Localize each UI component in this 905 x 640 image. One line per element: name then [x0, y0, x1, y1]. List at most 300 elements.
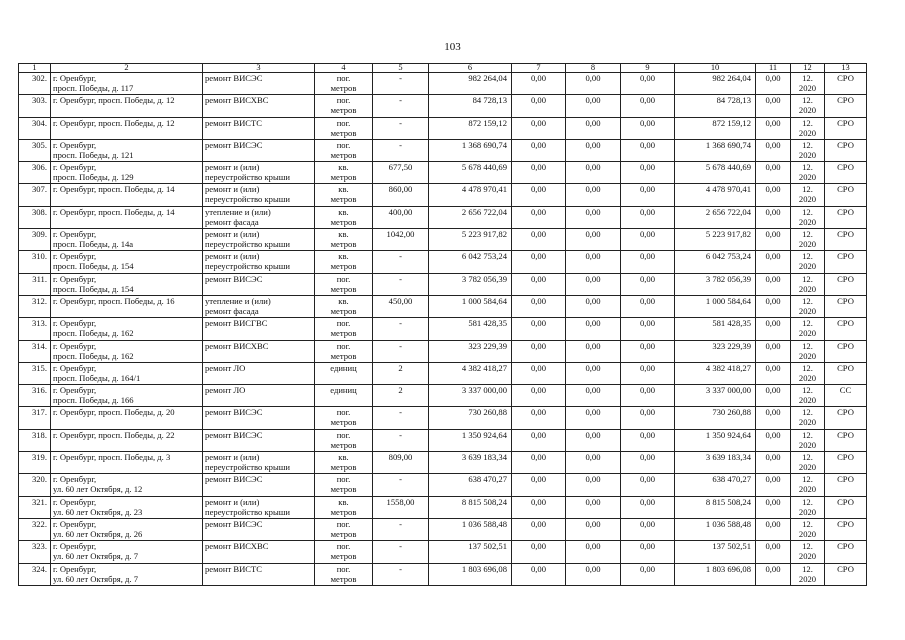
- unit-cell: [315, 541, 373, 563]
- funding-cell: 0,00: [566, 139, 621, 161]
- table-row: [19, 541, 867, 563]
- deadline-cell: [791, 563, 825, 585]
- volume-cell: 400,00: [373, 206, 429, 228]
- total-cost-cell: 982 264,04: [429, 73, 512, 95]
- fund-cost-cell: 730 260,88: [675, 407, 756, 429]
- address-cell-line: г. Оренбург,: [53, 229, 97, 240]
- volume-cell: -: [373, 251, 429, 273]
- column-number-header: 2: [51, 64, 203, 73]
- work-type-cell-line: переустройство крыши: [205, 194, 290, 205]
- unit-cell: [315, 518, 373, 540]
- table-row: [19, 563, 867, 585]
- fund-way-cell: СРО: [825, 229, 867, 251]
- deadline-cell-line: 12.: [802, 362, 813, 373]
- funding-cell: 0,00: [621, 229, 675, 251]
- address-cell-line: ул. 60 лет Октября, д. 7: [53, 573, 139, 584]
- unit-cell: [315, 362, 373, 384]
- deadline-cell-line: 12.: [802, 518, 813, 529]
- column-number-header: 12: [791, 64, 825, 73]
- funding-cell: 0,00: [566, 162, 621, 184]
- total-cost-cell: 2 656 722,04: [429, 206, 512, 228]
- deadline-cell: [791, 429, 825, 451]
- work-type-cell: [203, 229, 315, 251]
- funding-cell: 0,00: [512, 139, 566, 161]
- deadline-cell-line: 2020: [798, 417, 817, 428]
- unit-cell-line: метров: [330, 439, 357, 450]
- funding-cell: 0,00: [621, 429, 675, 451]
- column-number-header: 4: [315, 64, 373, 73]
- volume-cell: -: [373, 474, 429, 496]
- funding-cell: 0,00: [566, 362, 621, 384]
- address-cell-line: г. Оренбург,: [53, 340, 97, 351]
- fund-way-cell: СРО: [825, 95, 867, 117]
- total-cost-cell: 3 782 056,39: [429, 273, 512, 295]
- address-cell-line: г. Оренбург,: [53, 563, 97, 574]
- deadline-cell-line: 2020: [798, 149, 817, 160]
- total-cost-cell: 730 260,88: [429, 407, 512, 429]
- funding-cell: 0,00: [566, 518, 621, 540]
- funding-cell: 0,00: [756, 251, 791, 273]
- funding-cell: 0,00: [756, 184, 791, 206]
- unit-cell-line: метров: [330, 216, 357, 227]
- funding-cell: 0,00: [512, 385, 566, 407]
- deadline-cell: [791, 518, 825, 540]
- funding-cell: 0,00: [756, 452, 791, 474]
- address-cell: [51, 184, 203, 206]
- deadline-cell: [791, 139, 825, 161]
- unit-cell-line: метров: [330, 149, 357, 160]
- address-cell: [51, 251, 203, 273]
- volume-cell: 809,00: [373, 452, 429, 474]
- work-type-cell: [203, 541, 315, 563]
- column-number-header: 3: [203, 64, 315, 73]
- work-type-cell-line: ремонт ВИСЭС: [205, 429, 263, 440]
- volume-cell: -: [373, 429, 429, 451]
- unit-cell-line: метров: [330, 194, 357, 205]
- work-type-cell: [203, 496, 315, 518]
- deadline-cell-line: 2020: [798, 194, 817, 205]
- row-number: 324.: [19, 563, 51, 585]
- unit-cell-line: метров: [330, 551, 357, 562]
- unit-cell-line: пог.: [336, 541, 351, 552]
- address-cell: [51, 318, 203, 340]
- unit-cell-line: метров: [330, 350, 357, 361]
- deadline-cell-line: 12.: [802, 95, 813, 106]
- funding-cell: 0,00: [621, 407, 675, 429]
- unit-cell: [315, 162, 373, 184]
- deadline-cell-line: 2020: [798, 83, 817, 93]
- address-cell-line: просп. Победы, д. 164/1: [53, 372, 141, 383]
- volume-cell: -: [373, 563, 429, 585]
- deadline-cell-line: 12.: [802, 474, 813, 485]
- fund-way-cell: СРО: [825, 541, 867, 563]
- deadline-cell-line: 12.: [802, 162, 813, 173]
- fund-way-cell: СРО: [825, 251, 867, 273]
- work-type-cell: [203, 318, 315, 340]
- work-type-cell: [203, 73, 315, 95]
- volume-cell: 1558,00: [373, 496, 429, 518]
- total-cost-cell: 4 382 418,27: [429, 362, 512, 384]
- total-cost-cell: 1 350 924,64: [429, 429, 512, 451]
- deadline-cell-line: 12.: [802, 73, 813, 83]
- column-number-header: 13: [825, 64, 867, 73]
- work-type-cell: [203, 251, 315, 273]
- fund-way-cell: СРО: [825, 139, 867, 161]
- unit-cell: [315, 229, 373, 251]
- funding-cell: 0,00: [512, 496, 566, 518]
- funding-cell: 0,00: [512, 295, 566, 317]
- page-number: 103: [444, 41, 461, 53]
- row-number: 317.: [19, 407, 51, 429]
- volume-cell: -: [373, 340, 429, 362]
- table-row: [19, 407, 867, 429]
- fund-cost-cell: 323 229,39: [675, 340, 756, 362]
- deadline-cell-line: 2020: [798, 506, 817, 517]
- funding-cell: 0,00: [621, 340, 675, 362]
- fund-way-cell: СРО: [825, 429, 867, 451]
- volume-cell: 677,50: [373, 162, 429, 184]
- work-type-cell-line: переустройство крыши: [205, 506, 290, 517]
- deadline-cell: [791, 474, 825, 496]
- unit-cell-line: кв.: [338, 206, 349, 217]
- column-number-header: 7: [512, 64, 566, 73]
- address-cell-line: г. Оренбург, просп. Победы, д. 14: [53, 184, 175, 195]
- funding-cell: 0,00: [621, 162, 675, 184]
- funding-cell: 0,00: [756, 117, 791, 139]
- fund-cost-cell: 872 159,12: [675, 117, 756, 139]
- deadline-cell-line: 2020: [798, 216, 817, 227]
- unit-cell-line: метров: [330, 283, 357, 294]
- address-cell-line: ул. 60 лет Октября, д. 7: [53, 551, 139, 562]
- funding-cell: 0,00: [512, 541, 566, 563]
- work-type-cell: [203, 184, 315, 206]
- table-row: [19, 496, 867, 518]
- work-type-cell-line: переустройство крыши: [205, 261, 290, 272]
- funding-cell: 0,00: [756, 73, 791, 95]
- table-row: [19, 474, 867, 496]
- unit-cell-line: пог.: [336, 407, 351, 418]
- row-number: 323.: [19, 541, 51, 563]
- unit-cell: [315, 385, 373, 407]
- address-cell-line: г. Оренбург, просп. Победы, д. 16: [53, 295, 175, 306]
- row-number: 313.: [19, 318, 51, 340]
- address-cell: [51, 162, 203, 184]
- address-cell-line: г. Оренбург,: [53, 541, 97, 552]
- unit-cell-line: единиц: [330, 362, 357, 373]
- row-number: 320.: [19, 474, 51, 496]
- unit-cell-line: пог.: [336, 318, 351, 329]
- deadline-cell-line: 2020: [798, 328, 817, 339]
- volume-cell: -: [373, 117, 429, 139]
- deadline-cell-line: 12.: [802, 273, 813, 284]
- unit-cell-line: метров: [330, 573, 357, 584]
- funding-cell: 0,00: [621, 385, 675, 407]
- fund-cost-cell: 982 264,04: [675, 73, 756, 95]
- work-type-cell-line: ремонт и (или): [205, 251, 260, 262]
- table-row: [19, 295, 867, 317]
- total-cost-cell: 1 803 696,08: [429, 563, 512, 585]
- address-cell: [51, 340, 203, 362]
- row-number: 316.: [19, 385, 51, 407]
- address-cell-line: г. Оренбург, просп. Победы, д. 14: [53, 206, 175, 217]
- address-cell: [51, 229, 203, 251]
- deadline-cell: [791, 251, 825, 273]
- work-type-cell: [203, 385, 315, 407]
- funding-cell: 0,00: [756, 340, 791, 362]
- funding-cell: 0,00: [512, 95, 566, 117]
- unit-cell: [315, 206, 373, 228]
- fund-cost-cell: 3 639 183,34: [675, 452, 756, 474]
- funding-cell: 0,00: [566, 206, 621, 228]
- funding-cell: 0,00: [621, 139, 675, 161]
- address-cell-line: просп. Победы, д. 162: [53, 350, 134, 361]
- total-cost-cell: 5 678 440,69: [429, 162, 512, 184]
- address-cell: [51, 139, 203, 161]
- volume-cell: -: [373, 407, 429, 429]
- work-type-cell-line: ремонт ЛО: [205, 362, 246, 373]
- funding-cell: 0,00: [512, 474, 566, 496]
- address-cell: [51, 496, 203, 518]
- deadline-cell-line: 12.: [802, 563, 813, 574]
- deadline-cell-line: 2020: [798, 239, 817, 250]
- total-cost-cell: 581 428,35: [429, 318, 512, 340]
- row-number: 310.: [19, 251, 51, 273]
- funding-cell: 0,00: [566, 184, 621, 206]
- address-cell-line: просп. Победы, д. 117: [53, 83, 134, 93]
- deadline-cell-line: 12.: [802, 407, 813, 418]
- work-type-cell: [203, 340, 315, 362]
- deadline-cell: [791, 318, 825, 340]
- volume-cell: 860,00: [373, 184, 429, 206]
- work-type-cell-line: ремонт ВИСЭС: [205, 273, 263, 284]
- fund-way-cell: СРО: [825, 273, 867, 295]
- fund-way-cell: СРО: [825, 73, 867, 95]
- total-cost-cell: 872 159,12: [429, 117, 512, 139]
- address-cell-line: г. Оренбург,: [53, 251, 97, 262]
- fund-cost-cell: 638 470,27: [675, 474, 756, 496]
- funding-cell: 0,00: [566, 340, 621, 362]
- deadline-cell-line: 12.: [802, 139, 813, 150]
- funding-cell: 0,00: [621, 563, 675, 585]
- column-number-header: 6: [429, 64, 512, 73]
- table-row: [19, 452, 867, 474]
- total-cost-cell: 5 223 917,82: [429, 229, 512, 251]
- fund-cost-cell: 4 382 418,27: [675, 362, 756, 384]
- deadline-cell: [791, 340, 825, 362]
- work-type-cell-line: ремонт и (или): [205, 496, 260, 507]
- work-type-cell: [203, 407, 315, 429]
- table-row: [19, 340, 867, 362]
- work-type-cell-line: ремонт ЛО: [205, 385, 246, 396]
- funding-cell: 0,00: [621, 541, 675, 563]
- deadline-cell-line: 12.: [802, 385, 813, 396]
- funding-cell: 0,00: [566, 563, 621, 585]
- fund-way-cell: СРО: [825, 452, 867, 474]
- unit-cell-line: кв.: [338, 496, 349, 507]
- deadline-cell: [791, 273, 825, 295]
- funding-cell: 0,00: [756, 362, 791, 384]
- table-row: [19, 229, 867, 251]
- table-row: [19, 162, 867, 184]
- deadline-cell-line: 12.: [802, 452, 813, 463]
- work-type-cell-line: переустройство крыши: [205, 239, 290, 250]
- deadline-cell-line: 2020: [798, 551, 817, 562]
- funding-cell: 0,00: [621, 295, 675, 317]
- funding-cell: 0,00: [621, 117, 675, 139]
- table-row: [19, 251, 867, 273]
- volume-cell: -: [373, 95, 429, 117]
- volume-cell: -: [373, 139, 429, 161]
- funding-cell: 0,00: [756, 229, 791, 251]
- funding-cell: 0,00: [566, 407, 621, 429]
- total-cost-cell: 8 815 508,24: [429, 496, 512, 518]
- deadline-cell-line: 12.: [802, 496, 813, 507]
- unit-cell-line: кв.: [338, 452, 349, 463]
- work-type-cell: [203, 139, 315, 161]
- address-cell: [51, 385, 203, 407]
- unit-cell-line: метров: [330, 105, 357, 116]
- funding-cell: 0,00: [512, 73, 566, 95]
- deadline-cell: [791, 95, 825, 117]
- row-number: 319.: [19, 452, 51, 474]
- deadline-cell-line: 2020: [798, 105, 817, 116]
- funding-cell: 0,00: [756, 541, 791, 563]
- funding-cell: 0,00: [756, 95, 791, 117]
- unit-cell-line: метров: [330, 239, 357, 250]
- address-cell-line: г. Оренбург,: [53, 518, 97, 529]
- table-row: [19, 117, 867, 139]
- row-number: 315.: [19, 362, 51, 384]
- work-type-cell: [203, 117, 315, 139]
- unit-cell: [315, 273, 373, 295]
- unit-cell: [315, 429, 373, 451]
- funding-cell: 0,00: [512, 162, 566, 184]
- row-number: 307.: [19, 184, 51, 206]
- funding-cell: 0,00: [512, 206, 566, 228]
- row-number: 311.: [19, 273, 51, 295]
- unit-cell-line: метров: [330, 305, 357, 316]
- work-type-cell: [203, 362, 315, 384]
- address-cell-line: просп. Победы, д. 166: [53, 395, 134, 406]
- funding-cell: 0,00: [566, 496, 621, 518]
- funding-cell: 0,00: [512, 340, 566, 362]
- work-type-cell: [203, 518, 315, 540]
- table-row: [19, 318, 867, 340]
- total-cost-cell: 3 337 000,00: [429, 385, 512, 407]
- fund-way-cell: СРО: [825, 496, 867, 518]
- funding-cell: 0,00: [566, 95, 621, 117]
- unit-cell-line: метров: [330, 172, 357, 183]
- address-cell-line: г. Оренбург,: [53, 273, 97, 284]
- fund-cost-cell: 8 815 508,24: [675, 496, 756, 518]
- unit-cell-line: метров: [330, 127, 357, 138]
- address-cell: [51, 474, 203, 496]
- work-type-cell: [203, 295, 315, 317]
- deadline-cell-line: 2020: [798, 439, 817, 450]
- deadline-cell: [791, 229, 825, 251]
- funding-cell: 0,00: [512, 518, 566, 540]
- work-type-cell: [203, 474, 315, 496]
- work-type-cell-line: ремонт и (или): [205, 452, 260, 463]
- deadline-cell-line: 2020: [798, 305, 817, 316]
- address-cell: [51, 518, 203, 540]
- funding-cell: 0,00: [756, 518, 791, 540]
- work-type-cell: [203, 95, 315, 117]
- fund-cost-cell: 137 502,51: [675, 541, 756, 563]
- fund-cost-cell: 1 000 584,64: [675, 295, 756, 317]
- unit-cell: [315, 184, 373, 206]
- total-cost-cell: 137 502,51: [429, 541, 512, 563]
- deadline-cell: [791, 496, 825, 518]
- table-row: [19, 429, 867, 451]
- deadline-cell: [791, 295, 825, 317]
- unit-cell-line: метров: [330, 484, 357, 495]
- address-cell-line: г. Оренбург,: [53, 474, 97, 485]
- deadline-cell-line: 2020: [798, 261, 817, 272]
- funding-cell: 0,00: [756, 407, 791, 429]
- fund-cost-cell: 3 782 056,39: [675, 273, 756, 295]
- column-number-header: 5: [373, 64, 429, 73]
- unit-cell: [315, 318, 373, 340]
- funding-cell: 0,00: [512, 117, 566, 139]
- funding-cell: 0,00: [566, 117, 621, 139]
- unit-cell-line: пог.: [336, 563, 351, 574]
- column-number-header: 1: [19, 64, 51, 73]
- address-cell: [51, 95, 203, 117]
- deadline-cell: [791, 73, 825, 95]
- address-cell-line: ул. 60 лет Октября, д. 12: [53, 484, 143, 495]
- unit-cell-line: пог.: [336, 518, 351, 529]
- unit-cell-line: кв.: [338, 251, 349, 262]
- unit-cell-line: метров: [330, 83, 357, 93]
- unit-cell: [315, 452, 373, 474]
- fund-cost-cell: 1 368 690,74: [675, 139, 756, 161]
- unit-cell-line: метров: [330, 328, 357, 339]
- funding-cell: 0,00: [756, 139, 791, 161]
- total-cost-cell: 1 368 690,74: [429, 139, 512, 161]
- row-number: 314.: [19, 340, 51, 362]
- unit-cell-line: кв.: [338, 184, 349, 195]
- deadline-cell-line: 2020: [798, 573, 817, 584]
- unit-cell: [315, 95, 373, 117]
- funding-cell: 0,00: [756, 162, 791, 184]
- address-cell-line: г. Оренбург, просп. Победы, д. 20: [53, 407, 175, 418]
- row-number: 308.: [19, 206, 51, 228]
- address-cell-line: г. Оренбург, просп. Победы, д. 3: [53, 452, 171, 463]
- deadline-cell: [791, 407, 825, 429]
- deadline-cell: [791, 385, 825, 407]
- table-row: [19, 385, 867, 407]
- funding-cell: 0,00: [566, 541, 621, 563]
- deadline-cell: [791, 117, 825, 139]
- work-type-cell-line: переустройство крыши: [205, 462, 290, 473]
- unit-cell: [315, 496, 373, 518]
- work-type-cell-line: ремонт ВИСХВС: [205, 541, 269, 552]
- volume-cell: -: [373, 318, 429, 340]
- deadline-cell: [791, 184, 825, 206]
- volume-cell: 2: [373, 362, 429, 384]
- column-number-row: [19, 64, 867, 73]
- fund-way-cell: СРО: [825, 518, 867, 540]
- funding-cell: 0,00: [756, 496, 791, 518]
- unit-cell-line: метров: [330, 417, 357, 428]
- work-type-cell: [203, 206, 315, 228]
- unit-cell-line: пог.: [336, 73, 351, 83]
- funding-cell: 0,00: [756, 474, 791, 496]
- address-cell-line: г. Оренбург, просп. Победы, д. 22: [53, 429, 175, 440]
- funding-cell: 0,00: [621, 251, 675, 273]
- deadline-cell: [791, 452, 825, 474]
